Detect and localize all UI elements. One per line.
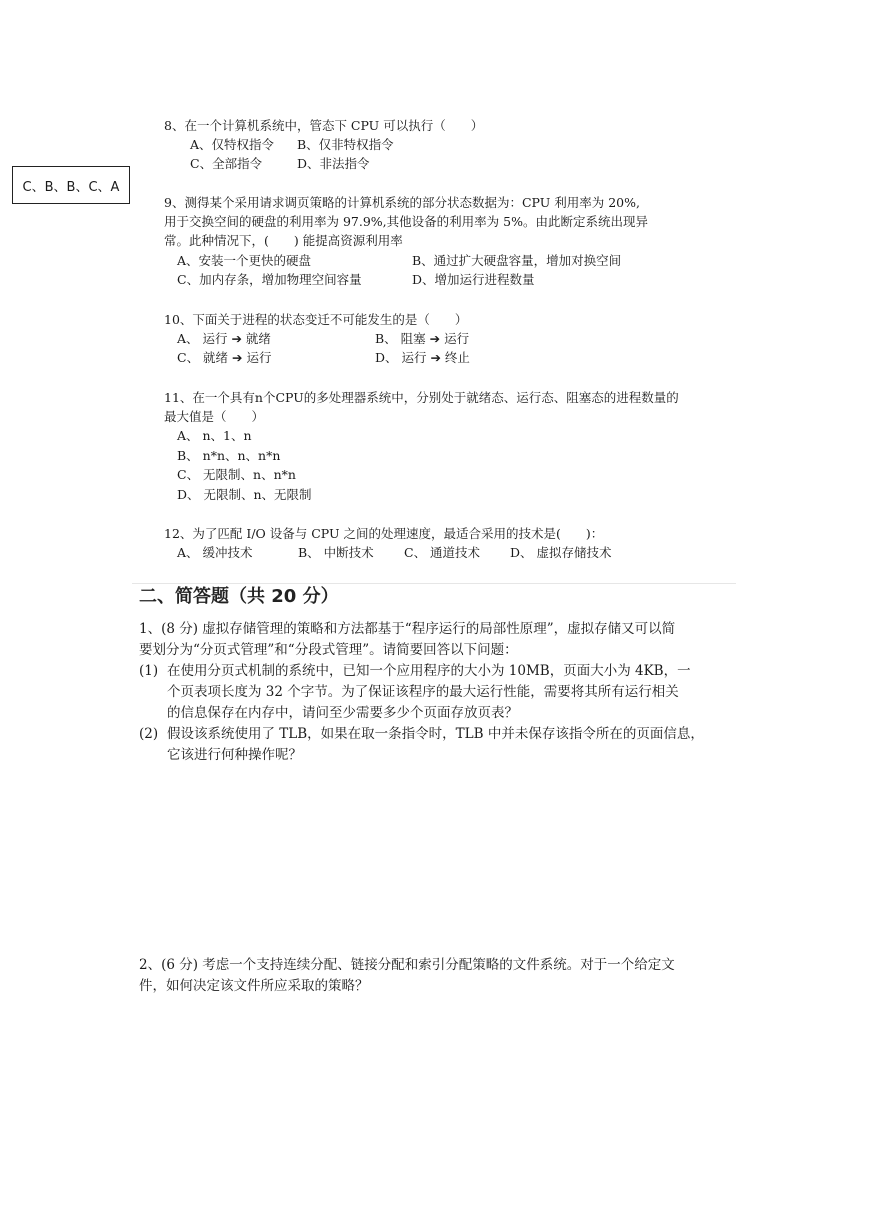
short-answer-1-part-1-line-1: 在使用分页式机制的系统中，已知一个应用程序的大小为 10MB，页面大小为 4KB，一 xyxy=(167,663,691,679)
short-answer-1-part-1-line-2: 个页表项长度为 32 个字节。为了保证该程序的最大运行性能，需要将其所有运行相关 xyxy=(167,684,679,700)
question-12-option-b: B、 中断技术 xyxy=(298,545,374,560)
question-9-option-c: C、加内存条，增加物理空间容量 xyxy=(177,272,362,287)
question-9-line-2: 用于交换空间的硬盘的利用率为 97.9%,其他设备的利用率为 5%。由此断定系统出现异 xyxy=(164,214,648,229)
short-answer-1-part-2-line-2: 它该进行何种操作呢？ xyxy=(167,747,302,763)
short-answer-1-part-2-number: (2) xyxy=(139,726,159,742)
question-10-stem: 10、下面关于进程的状态变迁不可能发生的是（ ） xyxy=(164,312,468,327)
question-10-option-c: C、 就绪 ➔ 运行 xyxy=(177,350,272,365)
question-10-option-a: A、 运行 ➔ 就绪 xyxy=(177,331,271,346)
question-11-option-c: C、 无限制、n、n*n xyxy=(177,467,296,482)
question-12-option-d: D、 虚拟存储技术 xyxy=(510,545,612,560)
short-answer-1-line-2: 要划分为“分页式管理”和“分段式管理”。请简要回答以下问题： xyxy=(139,642,518,658)
question-9-line-1: 9、测得某个采用请求调页策略的计算机系统的部分状态数据为：CPU 利用率为 20%, xyxy=(164,195,640,210)
short-answer-1-part-1-line-3: 的信息保存在内存中，请问至少需要多少个页面存放页表？ xyxy=(167,705,518,721)
question-12-stem: 12、为了匹配 I/O 设备与 CPU 之间的处理速度，最适合采用的技术是( )： xyxy=(164,526,604,541)
question-10-option-d: D、 运行 ➔ 终止 xyxy=(375,350,470,365)
question-12-option-a: A、 缓冲技术 xyxy=(177,545,253,560)
question-8-option-b: B、仅非特权指令 xyxy=(297,137,394,152)
question-9-option-d: D、增加运行进程数量 xyxy=(412,272,535,287)
short-answer-2-line-2: 件，如何决定该文件所应采取的策略？ xyxy=(139,978,369,994)
short-answer-1-part-2-line-1: 假设该系统使用了 TLB，如果在取一条指令时，TLB 中并未保存该指令所在的页面信息， xyxy=(167,726,704,742)
question-11-option-d: D、 无限制、n、无限制 xyxy=(177,487,312,502)
question-11-line-2: 最大值是（ ） xyxy=(164,409,265,424)
section-divider xyxy=(132,583,736,584)
question-9-option-a: A、安装一个更快的硬盘 xyxy=(177,253,312,268)
answer-box: C、B、B、C、A xyxy=(12,166,130,204)
short-answer-2-line-1: 2、(6 分) 考虑一个支持连续分配、链接分配和索引分配策略的文件系统。对于一个给定文 xyxy=(139,957,675,973)
question-11-option-b: B、 n*n、n、n*n xyxy=(177,448,281,463)
question-8-stem: 8、在一个计算机系统中，管态下 CPU 可以执行（ ） xyxy=(164,118,484,133)
question-11-option-a: A、 n、1、n xyxy=(177,428,252,443)
question-8-option-d: D、非法指令 xyxy=(297,156,370,171)
question-9-line-3: 常。此种情况下，( ) 能提高资源利用率 xyxy=(164,233,403,248)
question-10-option-b: B、 阻塞 ➔ 运行 xyxy=(375,331,470,346)
section-2-title: 二、简答题（共 20 分） xyxy=(139,586,339,607)
question-11-line-1: 11、在一个具有n个CPU的多处理器系统中，分别处于就绪态、运行态、阻塞态的进程数量的 xyxy=(164,390,679,405)
short-answer-1-part-1-number: (1) xyxy=(139,663,159,679)
question-8-option-c: C、全部指令 xyxy=(190,156,263,171)
question-8-option-a: A、仅特权指令 xyxy=(190,137,275,152)
short-answer-1-line-1: 1、(8 分) 虚拟存储管理的策略和方法都基于“程序运行的局部性原理”，虚拟存储又可以简 xyxy=(139,621,676,637)
question-9-option-b: B、通过扩大硬盘容量，增加对换空间 xyxy=(412,253,622,268)
question-12-option-c: C、 通道技术 xyxy=(404,545,481,560)
